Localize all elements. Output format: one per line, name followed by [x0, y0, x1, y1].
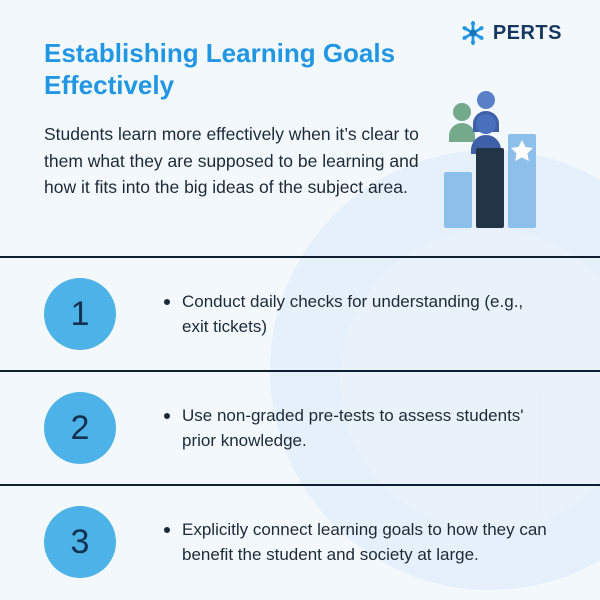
- tips-list: [0, 256, 600, 598]
- brand-name: PERTS: [492, 21, 562, 44]
- bullet-text: Use non-graded pre-tests to assess students' prior knowledge.: [182, 405, 524, 450]
- step-number-badge: 2: [44, 392, 116, 464]
- bullet-dot-icon: [164, 527, 170, 533]
- list-item: [0, 484, 600, 598]
- bar-chart-with-people-and-star-illustration: [438, 86, 548, 231]
- perts-snowflake-logo-icon: [460, 20, 486, 46]
- bullet-text: Explicitly connect learning goals to how they can benefit the student and society at large.: [182, 519, 547, 564]
- list-item: [0, 370, 600, 484]
- step-number-badge: 3: [44, 506, 116, 578]
- page-title: Establishing Learning Goals Effectively: [44, 38, 396, 100]
- intro-paragraph: Students learn more effectively when it’s clear to them what they are supposed to be learning and how it fits into the big ideas of the subject area.: [44, 124, 419, 197]
- bullet-dot-icon: [164, 413, 170, 419]
- bullet-dot-icon: [164, 299, 170, 305]
- bullet-group: [164, 403, 554, 454]
- bullet-group: [164, 517, 554, 568]
- bullet-text: Conduct daily checks for understanding (e.g., exit tickets): [182, 291, 524, 336]
- bullet-group: [164, 289, 554, 340]
- step-number-badge: 1: [44, 278, 116, 350]
- brand-lockup: [460, 20, 562, 46]
- list-item: [0, 256, 600, 370]
